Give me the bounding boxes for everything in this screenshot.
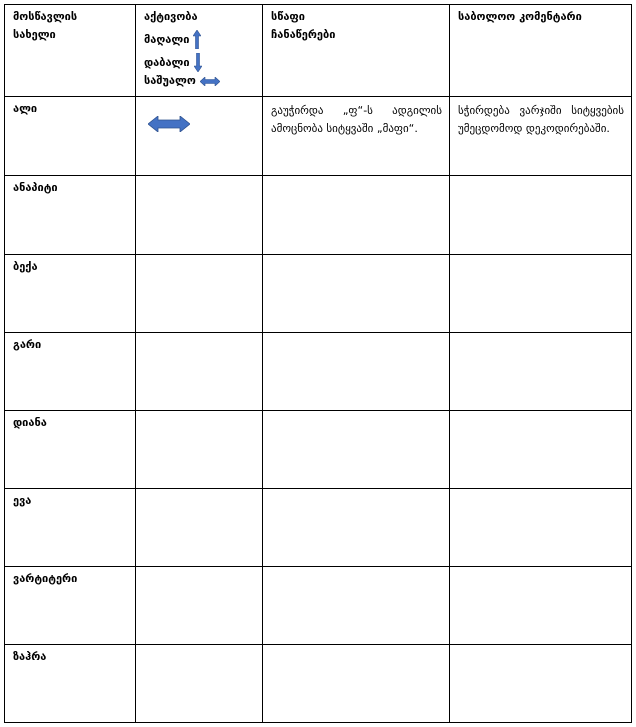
student-name-cell: ანაპიტი (5, 176, 136, 255)
header-student-name-line1: მოსწავლის (13, 10, 78, 23)
header-student-name (5, 5, 136, 97)
quick-notes-cell (263, 333, 450, 411)
quick-notes-cell (263, 176, 450, 255)
header-student-name-line2: სახელი (13, 28, 56, 41)
activity-high-row (144, 30, 255, 49)
activity-cell (136, 97, 263, 176)
activity-cell (136, 176, 263, 255)
student-name-cell: ვარტიტერი (5, 567, 136, 645)
header-activity (136, 5, 263, 97)
activity-low-label: დაბალი (144, 55, 190, 69)
student-name-cell: ზაჰრა (5, 645, 136, 723)
header-final-comment (450, 5, 632, 97)
activity-high-label: მაღალი (144, 32, 190, 46)
activity-cell (136, 567, 263, 645)
student-name-cell: ევა (5, 489, 136, 567)
table-row (5, 255, 632, 333)
student-name-cell: გარი (5, 333, 136, 411)
student-name-cell: ბექა (5, 255, 136, 333)
arrow-down-icon (194, 53, 202, 72)
activity-cell (136, 255, 263, 333)
table-row (5, 567, 632, 645)
assessment-table (4, 4, 632, 723)
final-comment-cell (450, 176, 632, 255)
header-row (5, 5, 632, 97)
activity-cell (136, 333, 263, 411)
final-comment-cell (450, 645, 632, 723)
activity-medium-label: საშუალო (144, 74, 196, 87)
final-comment-cell: სჭირდება ვარჯიში სიტყვების უმეცდომოდ დეკოდირებაში. (450, 97, 632, 176)
table-row (5, 333, 632, 411)
activity-cell (136, 489, 263, 567)
header-quick-notes-line1: სწაფი (271, 10, 305, 23)
table-row (5, 97, 632, 176)
quick-notes-cell (263, 489, 450, 567)
student-name-cell: დიანა (5, 411, 136, 489)
double-arrow-icon (148, 116, 190, 132)
final-comment-cell (450, 567, 632, 645)
quick-notes-cell: გაუჭირდა „ფ“-ს ადგილის ამოცნობა სიტყვაში „მაფი“. (263, 97, 450, 176)
activity-medium-row (144, 72, 255, 90)
table-row (5, 645, 632, 723)
header-final-comment-label: საბოლოო კომენტარი (458, 10, 582, 23)
student-name-cell: ალი (5, 97, 136, 176)
final-comment-cell (450, 489, 632, 567)
table-row (5, 411, 632, 489)
activity-cell (136, 645, 263, 723)
header-quick-notes (263, 5, 450, 97)
quick-notes-cell (263, 567, 450, 645)
double-arrow-small-icon (200, 77, 220, 86)
quick-notes-cell (263, 255, 450, 333)
header-activity-title: აქტივობა (144, 10, 198, 23)
activity-cell (136, 411, 263, 489)
table-row (5, 489, 632, 567)
header-quick-notes-line2: ჩანაწერები (271, 28, 336, 41)
quick-notes-cell (263, 411, 450, 489)
table-row (5, 176, 632, 255)
final-comment-cell (450, 255, 632, 333)
final-comment-cell (450, 333, 632, 411)
arrow-up-icon (193, 30, 201, 49)
quick-notes-cell (263, 645, 450, 723)
activity-low-row (144, 53, 255, 72)
final-comment-cell (450, 411, 632, 489)
